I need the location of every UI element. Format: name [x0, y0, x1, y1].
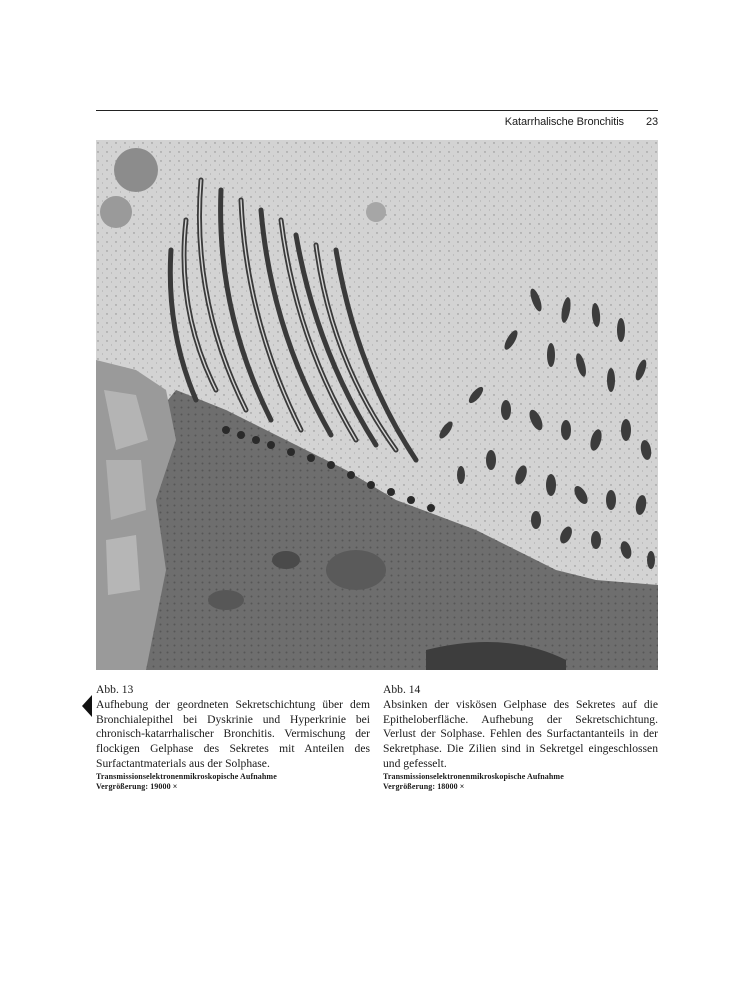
caption-label: Abb. 14 [383, 683, 421, 696]
caption-abb-13 [96, 683, 370, 793]
caption-magnification: Vergrößerung: 18000 × [383, 782, 465, 792]
page-number: 23 [645, 116, 658, 128]
running-title: Katarrhalische Bronchitis [504, 116, 624, 128]
running-head [96, 116, 658, 134]
caption-text: Absinken der viskösen Gelphase des Sekretes auf die Epitheloberfläche. Aufhebung der Sekretschichtung. Verlust der Solphase. Fehlen des Surfactantanteils in der Sekretphase. Die Zilien sind in Sekretgel eingeschlossen und gefesselt. [383, 697, 658, 770]
caption-label: Abb. 13 [96, 683, 134, 696]
caption-magnification: Vergrößerung: 19000 × [96, 782, 178, 792]
caption-text: Aufhebung der geordneten Sekretschichtung über dem Bronchialepithel bei Dyskrinie und Hyperkrinie bei chronisch-katarrhalischer Bronchitis. Vermischung der flockigen Gelphase des Sekretes mit Anteilen des Surfactantmaterials aus der Solphase. [96, 697, 370, 770]
caption-method: Transmissionselektronenmikroskopische Aufnahme [383, 771, 564, 781]
triangle-left-icon [82, 695, 92, 717]
header-rule [96, 110, 658, 111]
caption-abb-14 [383, 683, 658, 793]
caption-method: Transmissionselektronenmikroskopische Aufnahme [96, 771, 277, 781]
micrograph-figure [96, 140, 658, 670]
electron-micrograph-image [96, 140, 658, 670]
